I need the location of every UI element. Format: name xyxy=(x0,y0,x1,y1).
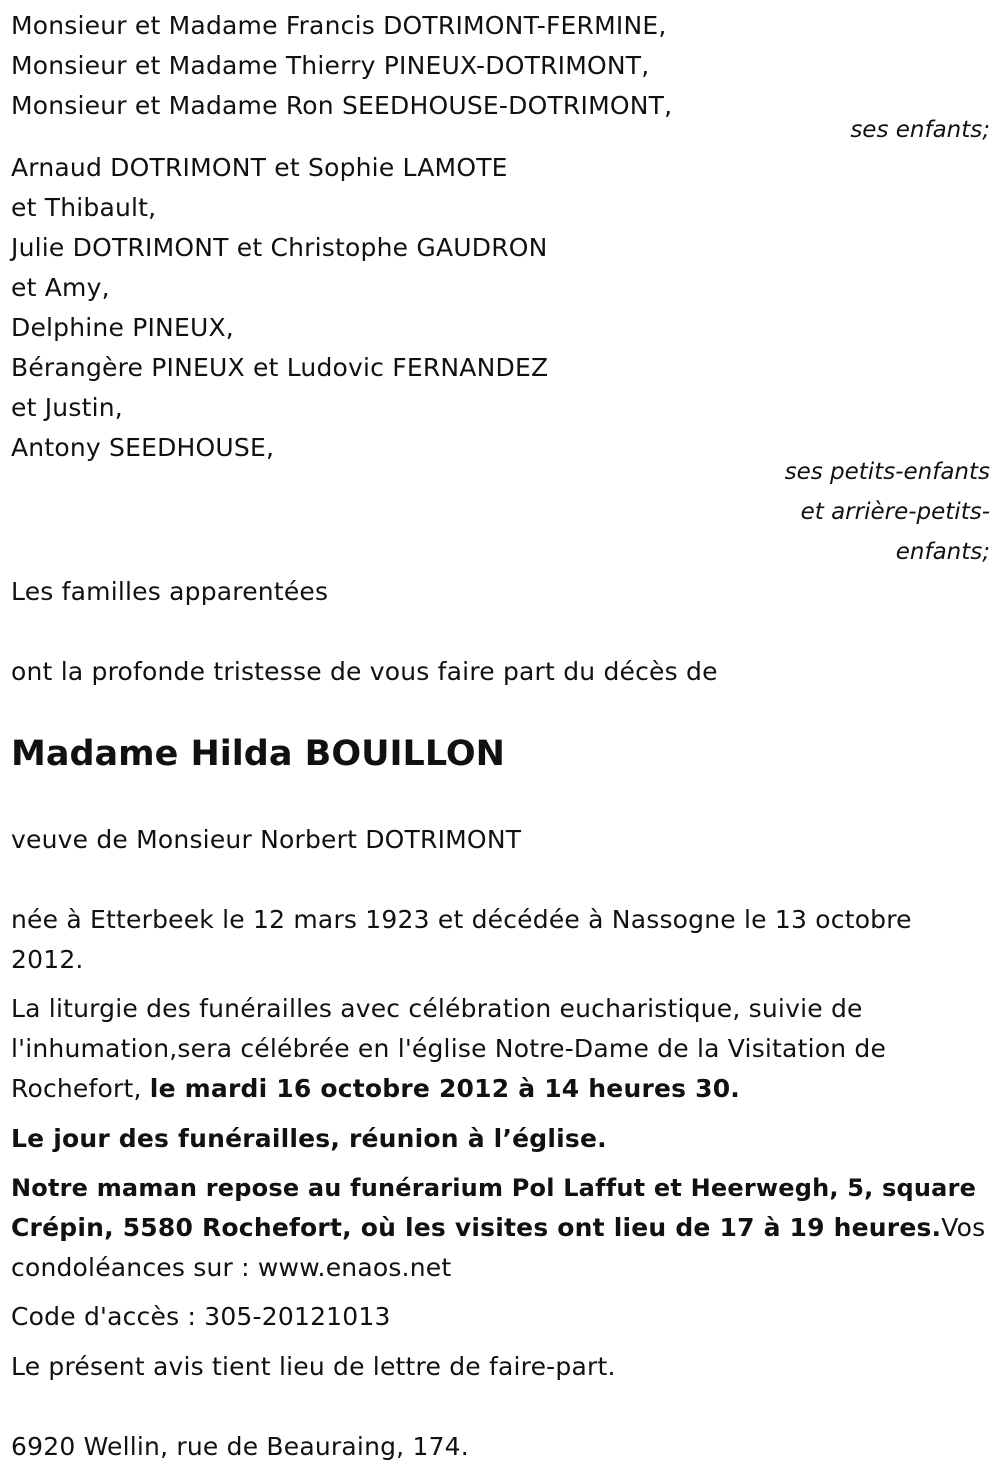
access-code-line: Code d'accès : 305-20121013 xyxy=(11,1302,391,1331)
rest-line-1: Notre maman repose au funérarium Pol Laffut et Heerwegh, 5, square xyxy=(11,1174,977,1202)
announcement-line: ont la profonde tristesse de vous faire part du décès de xyxy=(11,657,718,686)
deceased-name: Madame Hilda BOUILLON xyxy=(11,734,505,774)
grandchildren-label-2: et arrière-petits- xyxy=(800,499,990,525)
meeting-line: Le jour des funérailles, réunion à l’église. xyxy=(11,1124,607,1153)
child-line-2: Monsieur et Madame Thierry PINEUX-DOTRIMONT, xyxy=(11,51,650,80)
families-line: Les familles apparentées xyxy=(11,577,329,606)
liturgy-date: le mardi 16 octobre 2012 à 14 heures 30. xyxy=(149,1074,740,1103)
child-line-3: Monsieur et Madame Ron SEEDHOUSE-DOTRIMONT, xyxy=(11,91,673,120)
grandchild-line-4: et Amy, xyxy=(11,273,110,302)
grandchild-line-6: Bérangère PINEUX et Ludovic FERNANDEZ xyxy=(11,353,549,382)
rest-visits: Crépin, 5580 Rochefort, où les visites ont lieu de 17 à 19 heures. xyxy=(11,1213,942,1242)
grandchild-line-2: et Thibault, xyxy=(11,193,157,222)
grandchild-line-8: Antony SEEDHOUSE, xyxy=(11,433,275,462)
child-line-1: Monsieur et Madame Francis DOTRIMONT-FERMINE, xyxy=(11,11,667,40)
grandchild-line-1: Arnaud DOTRIMONT et Sophie LAMOTE xyxy=(11,153,508,182)
grandchild-line-3: Julie DOTRIMONT et Christophe GAUDRON xyxy=(11,233,548,262)
birth-death-line-2: 2012. xyxy=(11,945,84,974)
rest-condolences-start: Vos xyxy=(941,1213,986,1242)
liturgy-line-3 xyxy=(11,1069,740,1109)
liturgy-place: Rochefort, xyxy=(11,1074,150,1103)
grandchild-line-7: et Justin, xyxy=(11,393,123,422)
grandchild-line-5: Delphine PINEUX, xyxy=(11,313,234,342)
rest-line-2 xyxy=(11,1208,985,1248)
address-line: 6920 Wellin, rue de Beauraing, 174. xyxy=(11,1432,469,1461)
liturgy-line-1: La liturgie des funérailles avec célébration eucharistique, suivie de xyxy=(11,994,863,1023)
widow-of-line: veuve de Monsieur Norbert DOTRIMONT xyxy=(11,825,522,854)
children-label: ses enfants; xyxy=(850,117,990,143)
liturgy-line-2: l'inhumation,sera célébrée en l'église Notre-Dame de la Visitation de xyxy=(11,1034,887,1063)
birth-death-line-1: née à Etterbeek le 12 mars 1923 et décédée à Nassogne le 13 octobre xyxy=(11,905,912,934)
grandchildren-label-3: enfants; xyxy=(895,539,990,565)
grandchildren-label-1: ses petits-enfants xyxy=(784,459,990,485)
condolences-line: condoléances sur : www.enaos.net xyxy=(11,1253,452,1282)
notice-line: Le présent avis tient lieu de lettre de faire-part. xyxy=(11,1352,616,1381)
